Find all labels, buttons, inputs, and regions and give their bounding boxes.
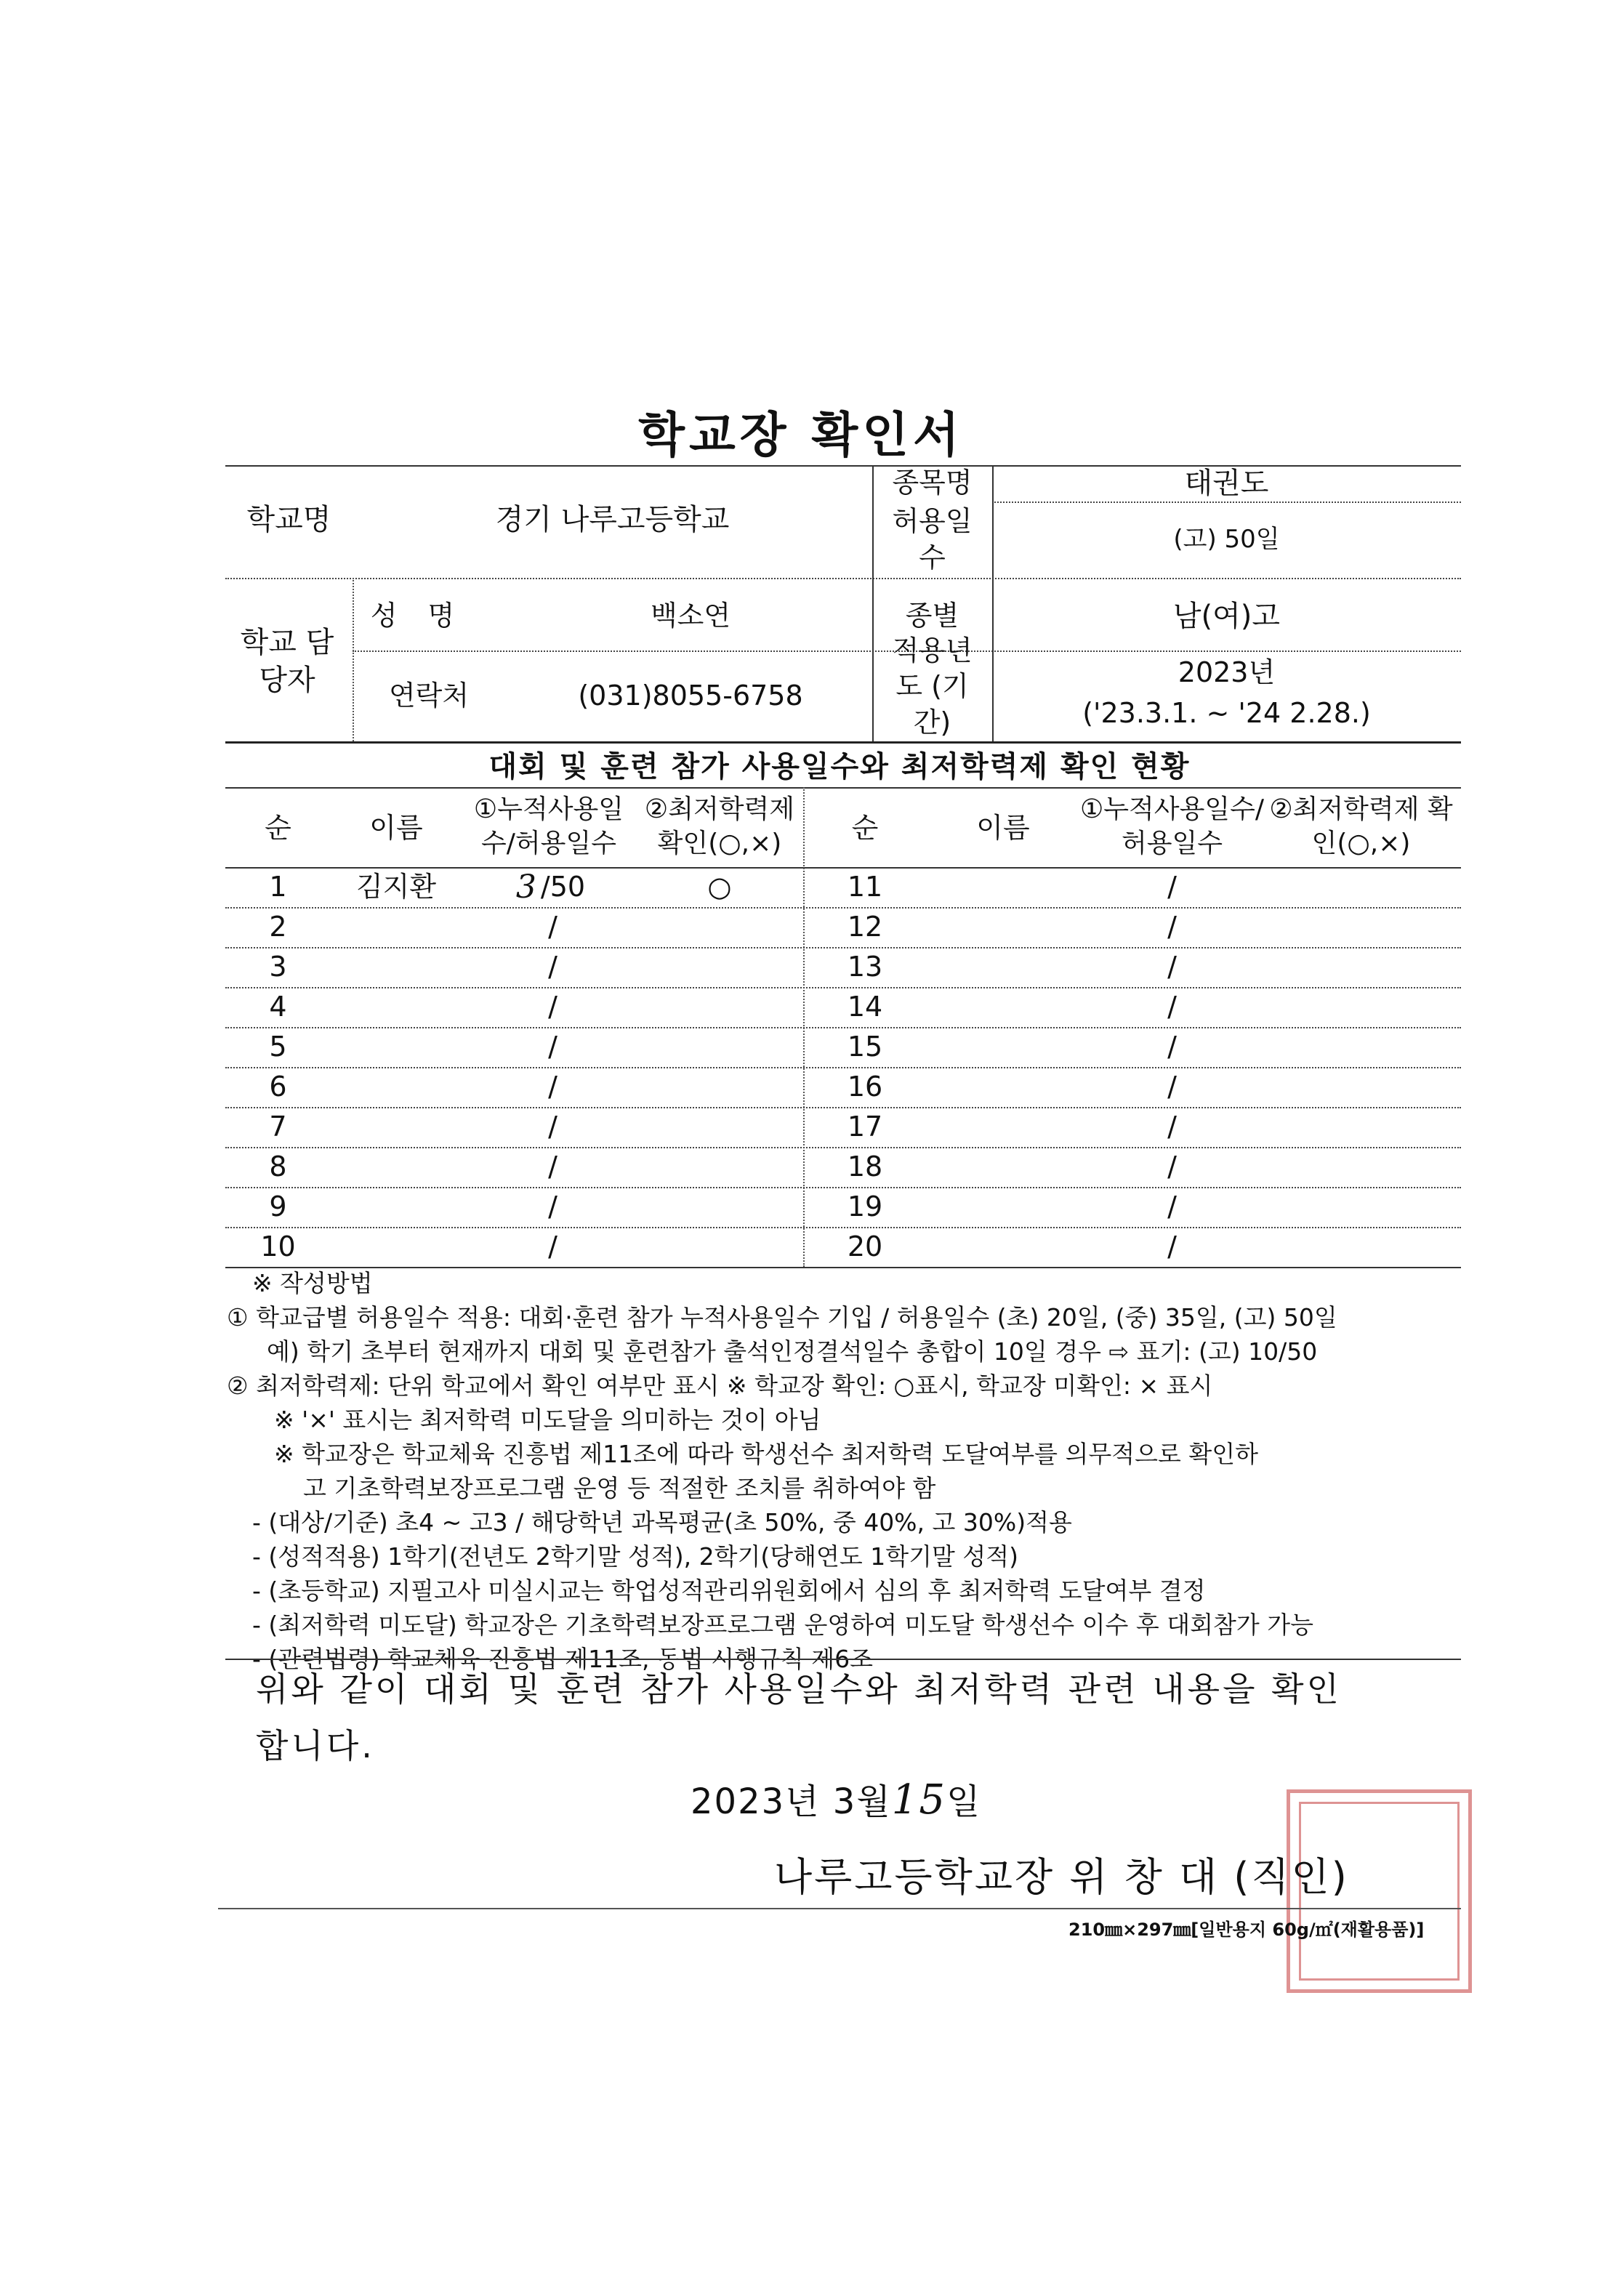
row-allowed: /50 bbox=[540, 870, 586, 903]
note-line: ※ '×' 표시는 최저학력 미도달을 의미하는 것이 아님 bbox=[274, 1406, 821, 1434]
row-days bbox=[465, 1147, 636, 1187]
row-name bbox=[331, 907, 462, 947]
row-days: / bbox=[1167, 1230, 1177, 1262]
row-check bbox=[640, 1187, 800, 1227]
paper-spec: 210㎜×297㎜[일반용지 60g/㎡(재활용품)] bbox=[1068, 1920, 1425, 1940]
bottom-rule bbox=[218, 1908, 1461, 1909]
row-check bbox=[640, 1227, 800, 1267]
note-line: - (관련법령) 학교체육 진흥법 제11조, 동법 시행규칙 제6조 bbox=[252, 1645, 873, 1673]
document-title: 학교장 확인서 bbox=[638, 407, 964, 463]
hdr-no-right: 순 bbox=[851, 812, 879, 845]
row-no: 3 bbox=[269, 950, 287, 983]
note-line: ② 최저학력제: 단위 학교에서 확인 여부만 표시 ※ 학교장 확인: ○표시, 학교장 미확인: × 표시 bbox=[227, 1371, 1213, 1400]
row-days: / bbox=[1167, 990, 1177, 1023]
hdr-check-right: ②최저학력제 확인(○,×) bbox=[1269, 794, 1453, 858]
date-prefix: 2023년 3월 bbox=[691, 1781, 892, 1822]
row-days bbox=[465, 907, 636, 947]
row-days bbox=[465, 987, 636, 1027]
row-check bbox=[640, 1107, 800, 1147]
row-no: 13 bbox=[847, 950, 883, 983]
note-line: - (성적적용) 1학기(전년도 2학기말 성적), 2학기(당해연도 1학기말 성적) bbox=[252, 1542, 1019, 1571]
allowed-label: 허용일수 bbox=[892, 505, 973, 573]
note-line: ※ 학교장은 학교체육 진흥법 제11조에 따라 학생선수 최저학력 도달여부를 의무적으로 확인하 bbox=[274, 1440, 1259, 1468]
row-no: 9 bbox=[269, 1190, 287, 1222]
row-allowed: / bbox=[548, 1110, 558, 1143]
row-no: 16 bbox=[847, 1070, 883, 1103]
gender-label: 종별 bbox=[905, 599, 959, 632]
name-value: 백소연 bbox=[650, 599, 731, 632]
issue-date bbox=[691, 1773, 981, 1824]
row-no: 19 bbox=[847, 1190, 883, 1222]
note-line: 고 기초학력보장프로그램 운영 등 적절한 조치를 취하여야 함 bbox=[303, 1474, 936, 1502]
row-check bbox=[640, 1067, 800, 1107]
row-days: / bbox=[1167, 1150, 1177, 1183]
row-days bbox=[465, 867, 636, 907]
row-days bbox=[465, 947, 636, 987]
confirmation-statement bbox=[256, 1661, 1455, 1774]
sport-value: 태권도 bbox=[1184, 467, 1269, 500]
confirm-line-1: 위와 같이 대회 및 훈련 참가 사용일수와 최저학력 관련 내용을 확인 bbox=[256, 1669, 1342, 1709]
notes-divider bbox=[225, 1659, 1461, 1660]
row-days: / bbox=[1167, 1190, 1177, 1222]
row-no: 14 bbox=[847, 990, 883, 1023]
date-day-handwritten: 15 bbox=[891, 1776, 946, 1824]
period-value: ('23.3.1. ~ '24 2.28.) bbox=[1082, 697, 1371, 730]
row-no: 20 bbox=[847, 1230, 883, 1262]
row-allowed: / bbox=[548, 1030, 558, 1063]
row-days bbox=[465, 1067, 636, 1107]
row-allowed: / bbox=[548, 990, 558, 1023]
row-days bbox=[465, 1227, 636, 1267]
row-name bbox=[331, 987, 462, 1027]
row-days: / bbox=[1167, 1030, 1177, 1063]
row-days: / bbox=[1167, 950, 1177, 983]
name-label: 성 명 bbox=[370, 599, 455, 632]
note-line: - (최저학력 미도달) 학교장은 기초학력보장프로그램 운영하여 미도달 학생선수 이수 후 대회참가 가능 bbox=[252, 1611, 1314, 1639]
contact-value: (031)8055-6758 bbox=[578, 679, 803, 712]
hdr-check-left: ②최저학력제 확인(○,×) bbox=[644, 794, 795, 858]
row-allowed: / bbox=[548, 1150, 558, 1183]
signer: 나루고등학교장 위 창 대 (직인) bbox=[774, 1854, 1349, 1900]
confirm-line-2: 합니다. bbox=[256, 1726, 375, 1765]
row-allowed: / bbox=[548, 950, 558, 983]
school-label: 학교명 bbox=[246, 503, 331, 536]
note-line: ① 학교급별 허용일수 적용: 대회·훈련 참가 누적사용일수 기입 / 허용일수 (초) 20일, (중) 35일, (고) 50일 bbox=[227, 1303, 1337, 1332]
row-name: 김지환 bbox=[355, 870, 437, 903]
row-days bbox=[465, 1107, 636, 1147]
date-suffix: 일 bbox=[946, 1781, 982, 1822]
row-days: / bbox=[1167, 870, 1177, 903]
row-check: ○ bbox=[707, 870, 732, 903]
row-name bbox=[331, 1227, 462, 1267]
row-no: 2 bbox=[269, 910, 287, 943]
year-label: 적용년도 (기간) bbox=[892, 634, 973, 738]
row-no: 8 bbox=[269, 1150, 287, 1183]
row-name bbox=[331, 1027, 462, 1067]
row-no: 1 bbox=[269, 870, 287, 903]
row-name bbox=[331, 947, 462, 987]
row-days: / bbox=[1167, 1110, 1177, 1143]
section-title: 대회 및 훈련 참가 사용일수와 최저학력제 확인 현황 bbox=[488, 750, 1191, 784]
sport-label: 종목명 bbox=[892, 467, 973, 499]
hdr-no-left: 순 bbox=[265, 812, 291, 845]
allowed-value: (고) 50일 bbox=[1173, 525, 1280, 555]
row-days: / bbox=[1167, 1070, 1177, 1103]
row-check bbox=[640, 907, 800, 947]
note-line: 예) 학기 초부터 현재까지 대회 및 훈련참가 출석인정결석일수 총합이 10일 경우 ⇨ 표기: (고) 10/50 bbox=[267, 1337, 1318, 1366]
school-value: 경기 나루고등학교 bbox=[495, 503, 730, 536]
row-used-handwritten: 3 bbox=[515, 868, 536, 906]
row-name bbox=[331, 1187, 462, 1227]
row-no: 6 bbox=[269, 1070, 287, 1103]
row-no: 11 bbox=[847, 870, 883, 903]
row-name bbox=[331, 1067, 462, 1107]
row-no: 17 bbox=[847, 1110, 883, 1143]
row-no: 4 bbox=[269, 990, 287, 1023]
hdr-name-left: 이름 bbox=[369, 812, 423, 845]
row-no: 12 bbox=[847, 910, 883, 943]
row-no: 15 bbox=[847, 1030, 883, 1063]
row-allowed: / bbox=[548, 910, 558, 943]
note-line: - (초등학교) 지필고사 미실시교는 학업성적관리위원회에서 심의 후 최저학력 도달여부 결정 bbox=[252, 1576, 1206, 1605]
row-allowed: / bbox=[548, 1070, 558, 1103]
row-days bbox=[465, 1187, 636, 1227]
row-check bbox=[640, 1027, 800, 1067]
row-no: 5 bbox=[269, 1030, 287, 1063]
staff-label: 학교 담당자 bbox=[240, 626, 334, 697]
row-name bbox=[331, 1147, 462, 1187]
row-name bbox=[331, 1107, 462, 1147]
row-allowed: / bbox=[548, 1230, 558, 1262]
note-line: - (대상/기준) 초4 ~ 고3 / 해당학년 과목평균(초 50%, 중 40%, 고 30%)적용 bbox=[252, 1508, 1072, 1536]
row-no: 18 bbox=[847, 1150, 883, 1183]
row-check bbox=[640, 1147, 800, 1187]
instructions bbox=[227, 1266, 1462, 1676]
contact-label: 연락처 bbox=[388, 679, 470, 712]
hdr-days-left: ①누적사용일수/허용일수 bbox=[473, 794, 624, 858]
notes-heading: ※ 작성방법 bbox=[252, 1269, 373, 1297]
row-check bbox=[640, 987, 800, 1027]
row-check bbox=[640, 947, 800, 987]
row-allowed: / bbox=[548, 1190, 558, 1222]
hdr-days-right: ①누적사용일수/허용일수 bbox=[1079, 794, 1265, 858]
hdr-name-right: 이름 bbox=[976, 812, 1030, 845]
row-days: / bbox=[1167, 910, 1177, 943]
row-no: 10 bbox=[260, 1230, 296, 1262]
gender-value: 남(여)고 bbox=[1172, 599, 1281, 633]
year-value: 2023년 bbox=[1178, 656, 1276, 689]
row-days bbox=[465, 1027, 636, 1067]
row-no: 7 bbox=[269, 1110, 287, 1143]
